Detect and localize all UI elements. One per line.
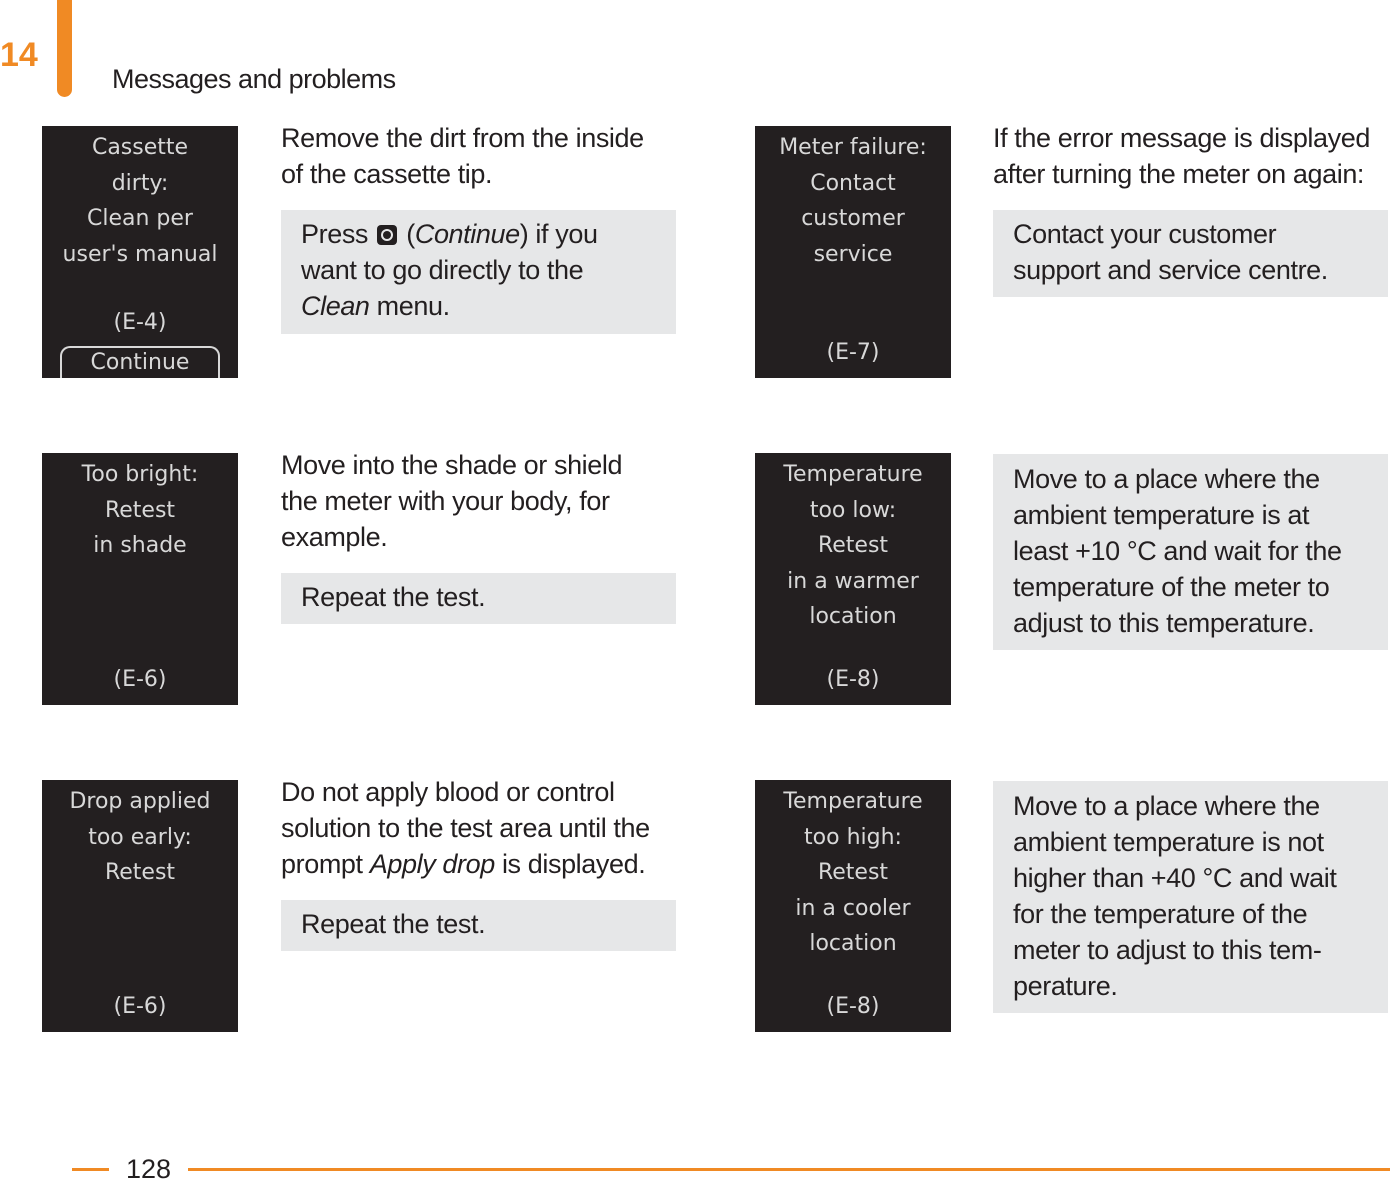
error-code: (E-6) [113,666,167,692]
description: Remove the dirt from the inside of the cassette tip. [281,123,644,189]
meter-screen-e6-early [42,780,238,1032]
instruction-note: Contact your customer support and service centre. [993,210,1388,297]
chapter-number: 14 [0,36,38,74]
screen-message: Temperature too high: Retest in a cooler location [783,789,923,956]
description-text: is displayed. [501,849,646,879]
screen-message: Drop applied too early: Retest [69,789,211,885]
instruction-note: Move to a place where the ambient temperature is not higher than +40 °C and wait for the temperature of the meter to adjust to this tem- perature. [993,781,1388,1013]
note-italic-term: Clean [301,291,370,321]
chapter-accent-bar [57,0,72,97]
error-code: (E-6) [113,993,167,1019]
error-code: (E-8) [826,666,880,692]
section-title: Messages and problems [112,64,396,94]
description-text: Do not apply blood or control solution to the test area until the prompt [281,777,650,879]
screen-message: Cassette dirty: Clean per user's manual [62,135,218,267]
instruction-note: Repeat the test. [281,900,676,951]
meter-screen-e8-high [755,780,951,1032]
continue-soft-button: Continue [60,346,220,378]
footer-rule [188,1168,1390,1171]
description-italic-term: Apply drop [369,849,495,879]
instruction-note: Move to a place where the ambient temperature is at least +10 °C and wait for the temperature of the meter to adjust to this temperature. [993,454,1388,650]
note-text: Press [301,219,369,249]
error-code: (E-8) [826,993,880,1019]
screen-message: Too bright: Retest in shade [81,462,199,558]
instruction-note: Press (Continue) if you want to go directly to the Clean menu. [281,210,676,334]
description: If the error message is displayed after turning the meter on again: [993,123,1370,189]
page-number: 128 [126,1154,172,1184]
screen-message: Temperature too low: Retest in a warmer location [783,462,923,629]
note-text: menu. [376,291,450,321]
error-code: (E-7) [826,339,880,365]
description [281,774,671,882]
meter-screen-e6-bright [42,453,238,705]
instruction-note: Repeat the test. [281,573,676,624]
meter-screen-e7 [755,126,951,378]
meter-screen-e8-low [755,453,951,705]
meter-screen-e4 [42,126,238,378]
note-italic-term: Continue [414,219,520,249]
confirm-button-icon [377,225,397,245]
note-text: ) if you want to go directly to the [301,219,598,285]
description: Move into the shade or shield the meter with your body, for example. [281,450,623,552]
screen-message: Meter failure: Contact customer service [779,135,927,267]
footer-rule [72,1168,109,1171]
error-code: (E-4) [113,309,167,335]
